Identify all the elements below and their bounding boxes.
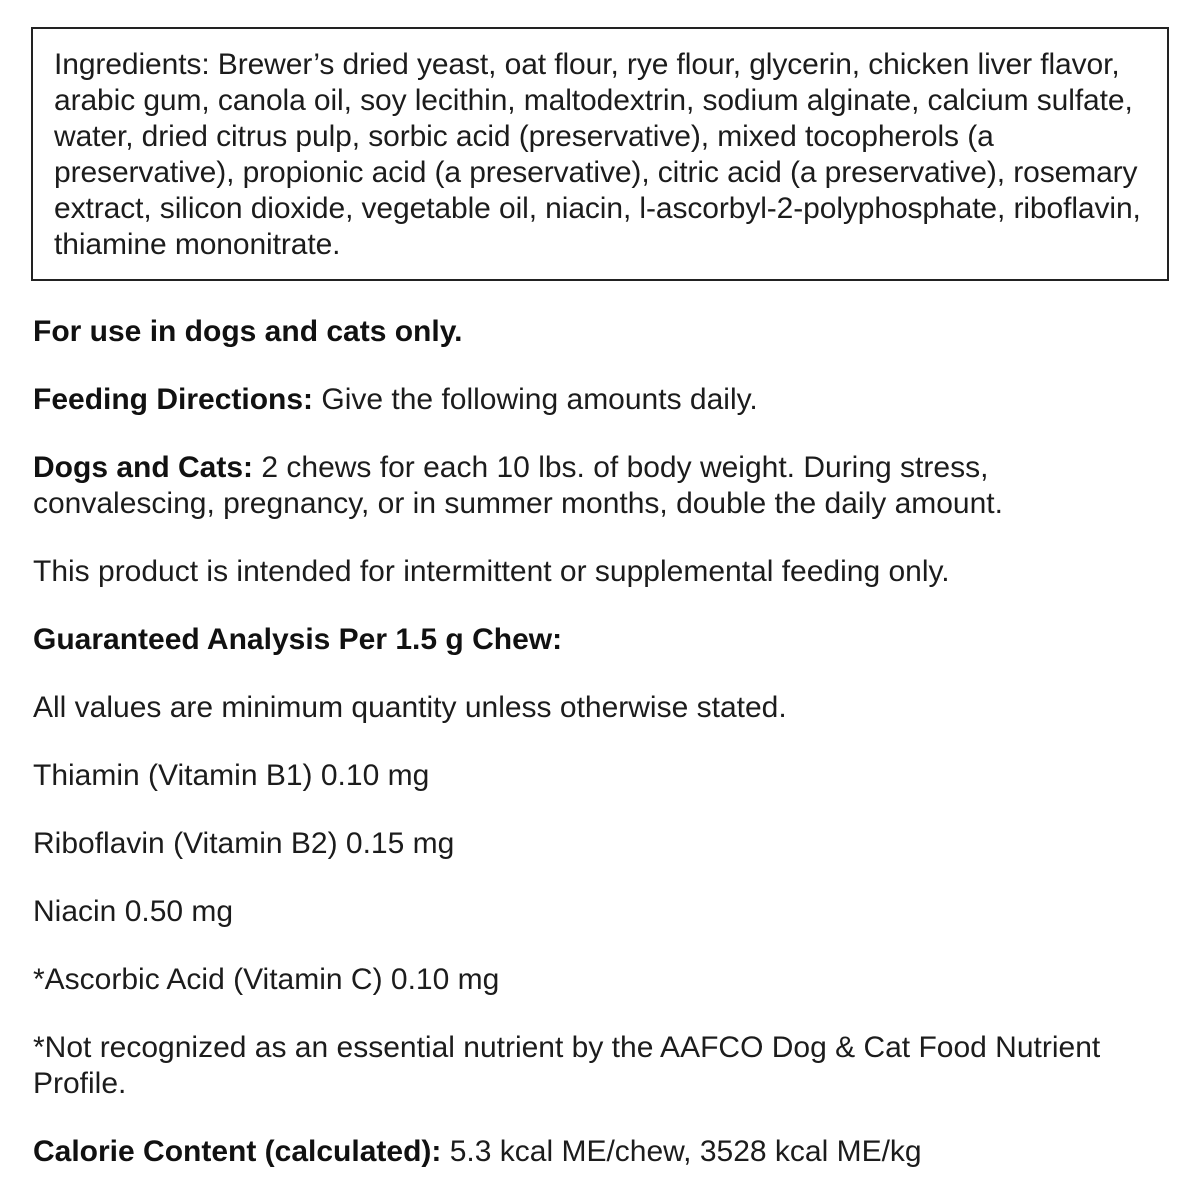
ingredients-text: Ingredients: Brewer’s dried yeast, oat flour, rye flour, glycerin, chicken liver flavor, arabic gum, canola oil, soy lecithin, maltodextrin, sodium alginate, calcium sulfate, water, dried citrus pulp, sorbic acid (preservative), mixed tocopherols (a preservative), propionic acid (a preservative), citric acid (a preservative), rosemary extract, silicon dioxide, vegetable oil, niacin, l-ascorbyl-2-polyphosphate, riboflavin, thiamine mononitrate. [54, 48, 1141, 261]
analysis-item-ascorbic-acid: *Ascorbic Acid (Vitamin C) 0.10 mg [33, 963, 500, 996]
analysis-item-thiamin: Thiamin (Vitamin B1) 0.10 mg [33, 759, 430, 792]
dosage-line-1 [33, 450, 988, 486]
dosage-text-1: 2 chews for each 10 lbs. of body weight. During stress, [253, 451, 989, 484]
feeding-directions-label: Feeding Directions: [33, 383, 314, 416]
analysis-item-niacin: Niacin 0.50 mg [33, 895, 234, 928]
calorie-content [33, 1134, 922, 1170]
calorie-content-label: Calorie Content (calculated): [33, 1135, 442, 1168]
footnote-line-1: *Not recognized as an essential nutrient by the AAFCO Dog & Cat Food Nutrient [33, 1031, 1101, 1064]
feeding-directions-text: Give the following amounts daily. [313, 383, 758, 416]
feeding-directions [33, 382, 758, 418]
calorie-content-text: 5.3 kcal ME/chew, 3528 kcal ME/kg [441, 1135, 922, 1168]
analysis-note: All values are minimum quantity unless otherwise stated. [33, 691, 787, 724]
dosage-label: Dogs and Cats: [33, 451, 254, 484]
intended-use-statement: This product is intended for intermittent or supplemental feeding only. [33, 555, 950, 588]
ingredients-box [31, 27, 1169, 281]
analysis-heading: Guaranteed Analysis Per 1.5 g Chew: [33, 623, 563, 656]
analysis-item-riboflavin: Riboflavin (Vitamin B2) 0.15 mg [33, 827, 455, 860]
dosage-line-2: convalescing, pregnancy, or in summer months, double the daily amount. [33, 487, 1003, 520]
usage-statement: For use in dogs and cats only. [33, 315, 463, 348]
footnote-line-2: Profile. [33, 1067, 127, 1100]
